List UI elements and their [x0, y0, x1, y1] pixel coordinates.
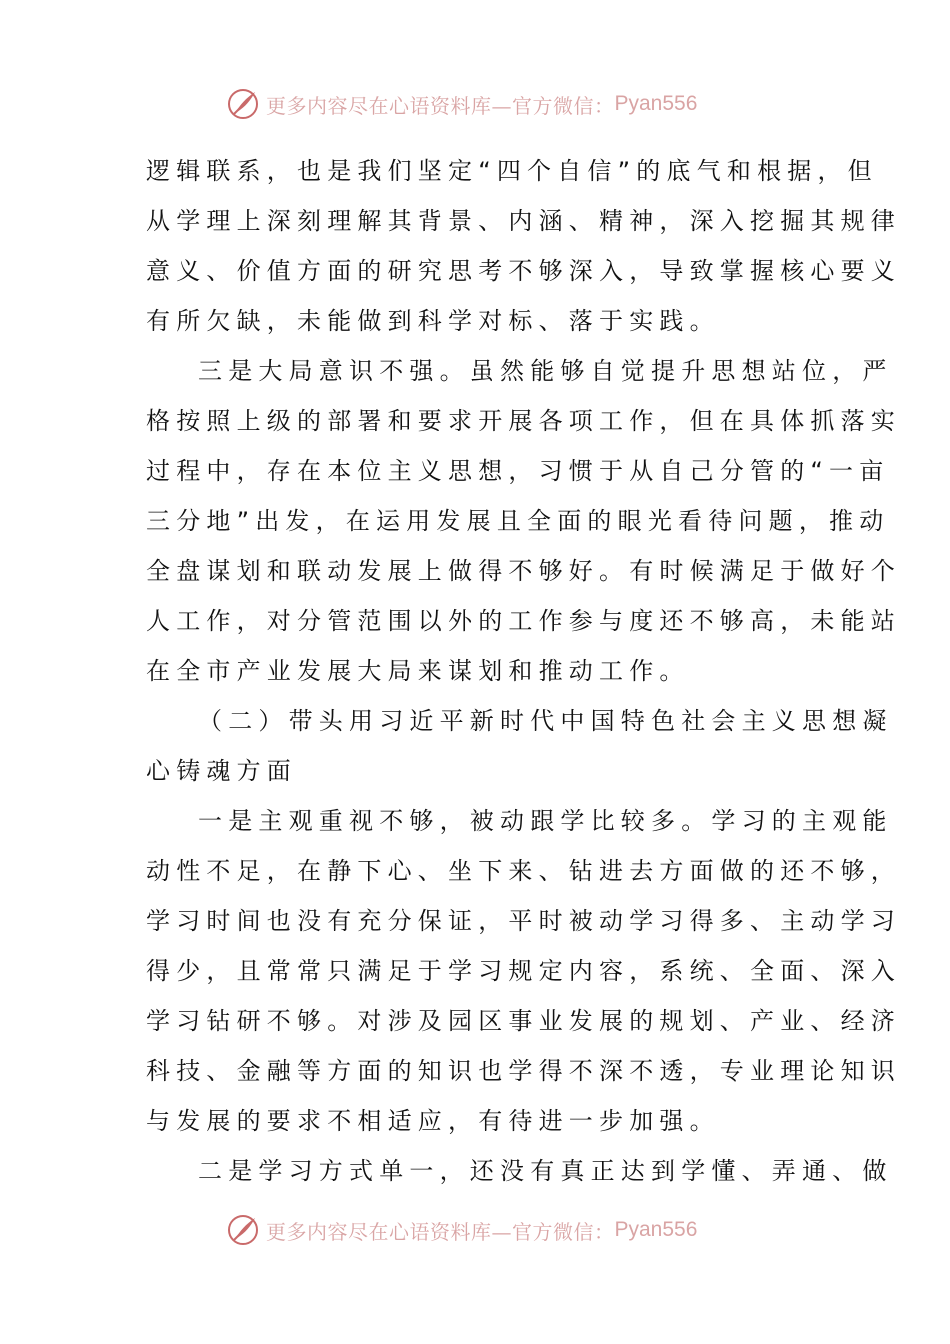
text-line: 二是学习方式单一，还没有真正达到学懂、弄通、做: [198, 1157, 893, 1185]
text-line: 格按照上级的部署和要求开展各项工作，但在具体抓落实: [146, 407, 901, 435]
section-heading: （二）带头用习近平新时代中国特色社会主义思想凝: [198, 707, 893, 735]
text-line: 从学理上深刻理解其背景、内涵、精神，深入挖掘其规律: [146, 207, 901, 235]
text-line: 学习钻研不够。对涉及园区事业发展的规划、产业、经济: [146, 1007, 901, 1035]
text-line: 一是主观重视不够，被动跟学比较多。学习的主观能: [198, 807, 893, 835]
watermark-wechat-id: Pyan556: [614, 1218, 698, 1241]
text-line: 意义、价值方面的研究思考不够深入，导致掌握核心要义: [146, 257, 901, 285]
text-line: 过程中，存在本位主义思想，习惯于从自己分管的“一亩: [146, 457, 890, 485]
text-line: 科技、金融等方面的知识也学得不深不透，专业理论知识: [146, 1057, 901, 1085]
text-line: 有所欠缺，未能做到科学对标、落于实践。: [146, 307, 720, 335]
section-heading: 心铸魂方面: [146, 757, 297, 785]
quill-logo-icon: [226, 1213, 260, 1247]
text-line: 得少，且常常只满足于学习规定内容，系统、全面、深入: [146, 957, 901, 985]
text-line: 与发展的要求不相适应，有待进一步加强。: [146, 1107, 720, 1135]
text-line: 逻辑联系，也是我们坚定“四个自信”的底气和根据，但: [146, 157, 878, 185]
text-line: 学习时间也没有充分保证，平时被动学习得多、主动学习: [146, 907, 901, 935]
text-line: 动性不足，在静下心、坐下来、钻进去方面做的还不够，: [146, 857, 901, 885]
watermark-text: 更多内容尽在心语资料库—官方微信：: [266, 1219, 615, 1244]
watermark-banner-bottom: [226, 1210, 697, 1250]
text-line: 三分地”出发，在运用发展且全面的眼光看待问题，推动: [146, 507, 890, 535]
text-line: 全盘谋划和联动发展上做得不够好。有时候满足于做好个: [146, 557, 901, 585]
watermark-text: 更多内容尽在心语资料库—官方微信：: [266, 93, 615, 118]
text-line: 在全市产业发展大局来谋划和推动工作。: [146, 657, 690, 685]
watermark-banner-top: [226, 84, 697, 124]
text-line: 人工作，对分管范围以外的工作参与度还不够高，未能站: [146, 607, 901, 635]
text-line: 三是大局意识不强。虽然能够自觉提升思想站位，严: [198, 357, 893, 385]
watermark-wechat-id: Pyan556: [614, 92, 698, 115]
document-body: [146, 146, 901, 1196]
quill-logo-icon: [226, 87, 260, 121]
